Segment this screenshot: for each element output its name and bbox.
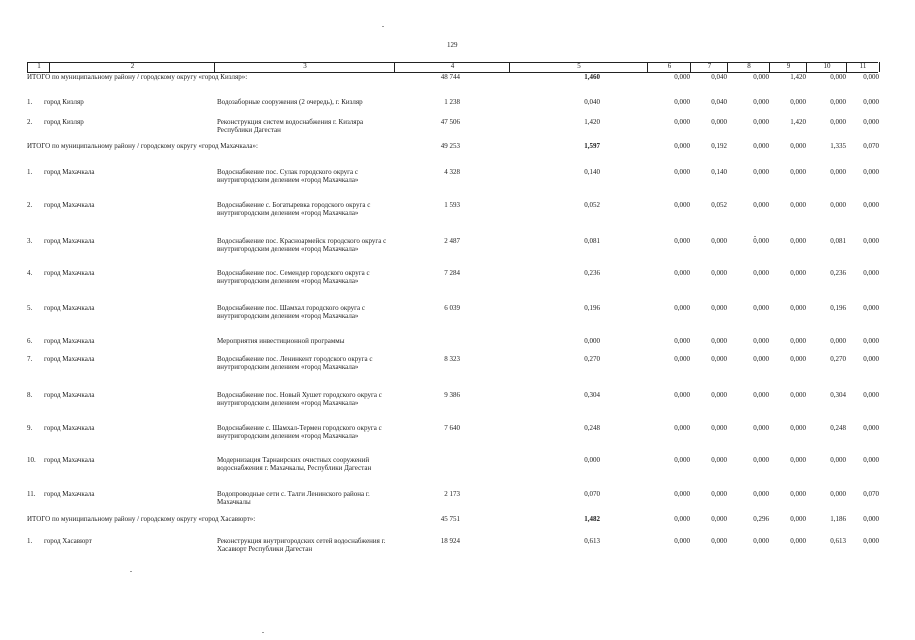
header-col-11: 11 bbox=[846, 62, 880, 72]
value-col-7: 0,000 bbox=[711, 391, 727, 399]
city-name: город Кизляр bbox=[44, 118, 84, 126]
value-col-5: 1,482 bbox=[584, 515, 600, 523]
value-col-10: 0,081 bbox=[830, 237, 846, 245]
row-number: 1. bbox=[27, 98, 33, 106]
value-col-7: 0,000 bbox=[711, 237, 727, 245]
value-col-9: 0,000 bbox=[790, 142, 806, 150]
city-name: город Махачкала bbox=[44, 269, 95, 277]
row-number: 2. bbox=[27, 118, 33, 126]
value-col-11: 0,000 bbox=[863, 537, 879, 545]
value-col-7: 0,000 bbox=[711, 337, 727, 345]
value-col-7: 0,040 bbox=[711, 73, 727, 81]
value-col-6: 0,000 bbox=[674, 269, 690, 277]
project-description: Мероприятия инвестиционной программы bbox=[217, 337, 345, 345]
value-col-10: 0,000 bbox=[830, 490, 846, 498]
value-col-7: 0,140 bbox=[711, 168, 727, 176]
value-col-8: 0,000 bbox=[753, 537, 769, 545]
value-col-11: 0,000 bbox=[863, 98, 879, 106]
value-col-7: 0,052 bbox=[711, 201, 727, 209]
value-col-9: 0,000 bbox=[790, 515, 806, 523]
value-col-8: 0,000 bbox=[753, 337, 769, 345]
total-label: ИТОГО по муниципальному району / городскому округу «город Хасавюрт»: bbox=[27, 515, 256, 523]
value-col-9: 0,000 bbox=[790, 490, 806, 498]
value-col-6: 0,000 bbox=[674, 237, 690, 245]
capacity-value: 18 924 bbox=[440, 537, 460, 545]
capacity-value: 47 506 bbox=[440, 118, 460, 126]
capacity-value: 1 238 bbox=[444, 98, 460, 106]
value-col-5: 0,236 bbox=[584, 269, 600, 277]
value-col-9: 0,000 bbox=[790, 201, 806, 209]
capacity-value: 7 284 bbox=[444, 269, 460, 277]
value-col-10: 0,000 bbox=[830, 118, 846, 126]
value-col-8: 0,000 bbox=[753, 269, 769, 277]
value-col-8: 0,000 bbox=[753, 424, 769, 432]
value-col-11: 0,000 bbox=[863, 424, 879, 432]
row-number: 2. bbox=[27, 201, 33, 209]
header-col-6: 6 bbox=[647, 62, 691, 72]
value-col-5: 0,070 bbox=[584, 490, 600, 498]
value-col-5: 0,052 bbox=[584, 201, 600, 209]
header-col-4: 4 bbox=[394, 62, 510, 72]
value-col-7: 0,000 bbox=[711, 456, 727, 464]
city-name: город Махачкала bbox=[44, 456, 95, 464]
value-col-11: 0,000 bbox=[863, 73, 879, 81]
value-col-9: 0,000 bbox=[790, 337, 806, 345]
city-name: город Махачкала bbox=[44, 424, 95, 432]
value-col-10: 0,000 bbox=[830, 337, 846, 345]
value-col-10: 0,304 bbox=[830, 391, 846, 399]
value-col-11: 0,000 bbox=[863, 337, 879, 345]
project-description: Водоснабжение пос. Новый Хушет городского округа с внутригородским делением «город Махачкала» bbox=[217, 391, 382, 408]
value-col-8: 0,000 bbox=[753, 391, 769, 399]
header-col-3: 3 bbox=[214, 62, 395, 72]
value-col-9: 1,420 bbox=[790, 73, 806, 81]
value-col-6: 0,000 bbox=[674, 537, 690, 545]
value-col-5: 0,000 bbox=[584, 337, 600, 345]
row-number: 3. bbox=[27, 237, 33, 245]
value-col-7: 0,000 bbox=[711, 515, 727, 523]
value-col-8: 0,296 bbox=[753, 515, 769, 523]
value-col-5: 0,000 bbox=[584, 456, 600, 464]
project-description: Водоснабжение пос. Ленинкент городского округа с внутригородским делением «город Махачкала» bbox=[217, 355, 373, 372]
capacity-value: 9 386 bbox=[444, 391, 460, 399]
value-col-8: 0,000 bbox=[753, 456, 769, 464]
value-col-6: 0,000 bbox=[674, 304, 690, 312]
project-description: Реконструкция внутригородских сетей водоснабжения г. Хасавюрт Республики Дагестан bbox=[217, 537, 386, 554]
project-description: Водозаборные сооружения (2 очередь), г. Кизляр bbox=[217, 98, 363, 106]
value-col-11: 0,000 bbox=[863, 168, 879, 176]
value-col-5: 0,040 bbox=[584, 98, 600, 106]
value-col-9: 0,000 bbox=[790, 424, 806, 432]
value-col-7: 0,000 bbox=[711, 537, 727, 545]
project-description: Водоснабжение пос. Шамхал городского округа с внутригородским делением «город Махачкала» bbox=[217, 304, 365, 321]
project-description: Водоснабжение пос. Семендер городского округа с внутригородским делением «город Махачкала» bbox=[217, 269, 370, 286]
value-col-11: 0,000 bbox=[863, 391, 879, 399]
row-number: 1. bbox=[27, 537, 33, 545]
value-col-5: 0,081 bbox=[584, 237, 600, 245]
value-col-9: 0,000 bbox=[790, 98, 806, 106]
value-col-6: 0,000 bbox=[674, 337, 690, 345]
project-description: Водоснабжение с. Богатыревка городского округа с внутригородским делением «город Махачкала» bbox=[217, 201, 371, 218]
value-col-7: 0,000 bbox=[711, 490, 727, 498]
value-col-10: 0,000 bbox=[830, 73, 846, 81]
city-name: город Хасавюрт bbox=[44, 537, 92, 545]
total-label: ИТОГО по муниципальному району / городскому округу «город Кизляр»: bbox=[27, 73, 248, 81]
value-col-8: 0,000 bbox=[753, 73, 769, 81]
header-col-8: 8 bbox=[727, 62, 770, 72]
city-name: город Кизляр bbox=[44, 98, 84, 106]
value-col-7: 0,000 bbox=[711, 304, 727, 312]
value-col-6: 0,000 bbox=[674, 118, 690, 126]
value-col-11: 0,000 bbox=[863, 201, 879, 209]
value-col-9: 0,000 bbox=[790, 355, 806, 363]
value-col-6: 0,000 bbox=[674, 456, 690, 464]
value-col-10: 0,000 bbox=[830, 456, 846, 464]
value-col-11: 0,070 bbox=[863, 142, 879, 150]
value-col-9: 1,420 bbox=[790, 118, 806, 126]
value-col-11: 0,000 bbox=[863, 304, 879, 312]
value-col-11: 0,000 bbox=[863, 355, 879, 363]
value-col-5: 0,140 bbox=[584, 168, 600, 176]
capacity-value: 7 640 bbox=[444, 424, 460, 432]
project-description: Водоснабжение пос. Сулак городского округа с внутригородским делением «город Махачкала» bbox=[217, 168, 359, 185]
row-number: 11. bbox=[27, 490, 36, 498]
value-col-5: 0,270 bbox=[584, 355, 600, 363]
capacity-value: 6 039 bbox=[444, 304, 460, 312]
capacity-value: 4 328 bbox=[444, 168, 460, 176]
value-col-10: 0,196 bbox=[830, 304, 846, 312]
city-name: город Махачкала bbox=[44, 237, 95, 245]
value-col-8: 0,000 bbox=[753, 355, 769, 363]
value-col-5: 1,460 bbox=[584, 73, 600, 81]
header-col-2: 2 bbox=[49, 62, 215, 72]
city-name: город Махачкала bbox=[44, 304, 95, 312]
city-name: город Махачкала bbox=[44, 355, 95, 363]
value-col-6: 0,000 bbox=[674, 391, 690, 399]
value-col-10: 0,000 bbox=[830, 201, 846, 209]
value-col-6: 0,000 bbox=[674, 424, 690, 432]
row-number: 10. bbox=[27, 456, 36, 464]
value-col-6: 0,000 bbox=[674, 142, 690, 150]
value-col-10: 1,186 bbox=[830, 515, 846, 523]
capacity-value: 2 487 bbox=[444, 237, 460, 245]
row-number: 4. bbox=[27, 269, 33, 277]
value-col-9: 0,000 bbox=[790, 168, 806, 176]
value-col-8: 0,000 bbox=[753, 304, 769, 312]
value-col-9: 0,000 bbox=[790, 304, 806, 312]
value-col-10: 0,270 bbox=[830, 355, 846, 363]
city-name: город Махачкала bbox=[44, 490, 95, 498]
total-label: ИТОГО по муниципальному району / городскому округу «город Махачкала»: bbox=[27, 142, 258, 150]
value-col-5: 1,420 bbox=[584, 118, 600, 126]
row-number: 8. bbox=[27, 391, 33, 399]
value-col-10: 1,335 bbox=[830, 142, 846, 150]
value-col-7: 0,000 bbox=[711, 355, 727, 363]
capacity-value: 48 744 bbox=[440, 73, 460, 81]
table-header bbox=[27, 62, 878, 73]
row-number: 9. bbox=[27, 424, 33, 432]
value-col-9: 0,000 bbox=[790, 456, 806, 464]
value-col-9: 0,000 bbox=[790, 237, 806, 245]
value-col-5: 0,196 bbox=[584, 304, 600, 312]
value-col-6: 0,000 bbox=[674, 98, 690, 106]
header-col-1: 1 bbox=[27, 62, 50, 72]
value-col-8: 0,000 bbox=[753, 237, 769, 245]
value-col-10: 0,613 bbox=[830, 537, 846, 545]
city-name: город Махачкала bbox=[44, 391, 95, 399]
value-col-7: 0,000 bbox=[711, 269, 727, 277]
value-col-9: 0,000 bbox=[790, 537, 806, 545]
capacity-value: 45 751 bbox=[440, 515, 460, 523]
value-col-5: 0,304 bbox=[584, 391, 600, 399]
value-col-11: 0,000 bbox=[863, 237, 879, 245]
header-col-9: 9 bbox=[769, 62, 807, 72]
capacity-value: 49 253 bbox=[440, 142, 460, 150]
value-col-8: 0,000 bbox=[753, 201, 769, 209]
value-col-6: 0,000 bbox=[674, 201, 690, 209]
value-col-5: 0,248 bbox=[584, 424, 600, 432]
value-col-6: 0,000 bbox=[674, 168, 690, 176]
value-col-7: 0,000 bbox=[711, 424, 727, 432]
page-number: 129 bbox=[447, 41, 458, 49]
value-col-11: 0,070 bbox=[863, 490, 879, 498]
capacity-value: 1 593 bbox=[444, 201, 460, 209]
header-col-7: 7 bbox=[690, 62, 728, 72]
value-col-8: 0,000 bbox=[753, 168, 769, 176]
row-number: 7. bbox=[27, 355, 33, 363]
project-description: Водоснабжение с. Шамхал-Термен городского округа с внутригородским делением «город Махачкала» bbox=[217, 424, 382, 441]
row-number: 1. bbox=[27, 168, 33, 176]
value-col-10: 0,248 bbox=[830, 424, 846, 432]
project-description: Водоснабжение пос. Красноармейск городского округа с внутригородским делением «город Махачкала» bbox=[217, 237, 387, 254]
row-number: 6. bbox=[27, 337, 33, 345]
value-col-11: 0,000 bbox=[863, 456, 879, 464]
value-col-6: 0,000 bbox=[674, 355, 690, 363]
value-col-6: 0,000 bbox=[674, 515, 690, 523]
project-description: Водопроводные сети с. Талги Ленинского района г. Махачкалы bbox=[217, 490, 370, 507]
project-description: Реконструкция систем водоснабжения г. Кизляра Республики Дагестан bbox=[217, 118, 364, 135]
value-col-9: 0,000 bbox=[790, 391, 806, 399]
value-col-5: 0,613 bbox=[584, 537, 600, 545]
value-col-7: 0,040 bbox=[711, 98, 727, 106]
capacity-value: 2 173 bbox=[444, 490, 460, 498]
value-col-8: 0,000 bbox=[753, 118, 769, 126]
value-col-10: 0,000 bbox=[830, 98, 846, 106]
capacity-value: 8 323 bbox=[444, 355, 460, 363]
value-col-8: 0,000 bbox=[753, 142, 769, 150]
value-col-7: 0,192 bbox=[711, 142, 727, 150]
header-col-5: 5 bbox=[509, 62, 648, 72]
city-name: город Махачкала bbox=[44, 168, 95, 176]
value-col-11: 0,000 bbox=[863, 118, 879, 126]
header-col-10: 10 bbox=[806, 62, 847, 72]
project-description: Модернизация Тарнаирских очистных сооружений водоснабжения г. Махачкалы, Республики Дагестан bbox=[217, 456, 372, 473]
value-col-5: 1,597 bbox=[584, 142, 600, 150]
value-col-8: 0,000 bbox=[753, 98, 769, 106]
value-col-6: 0,000 bbox=[674, 490, 690, 498]
value-col-9: 0,000 bbox=[790, 269, 806, 277]
city-name: город Махачкала bbox=[44, 201, 95, 209]
value-col-11: 0,000 bbox=[863, 269, 879, 277]
value-col-10: 0,236 bbox=[830, 269, 846, 277]
value-col-6: 0,000 bbox=[674, 73, 690, 81]
city-name: город Махачкала bbox=[44, 337, 95, 345]
row-number: 5. bbox=[27, 304, 33, 312]
value-col-10: 0,000 bbox=[830, 168, 846, 176]
value-col-11: 0,000 bbox=[863, 515, 879, 523]
value-col-8: 0,000 bbox=[753, 490, 769, 498]
value-col-7: 0,000 bbox=[711, 118, 727, 126]
